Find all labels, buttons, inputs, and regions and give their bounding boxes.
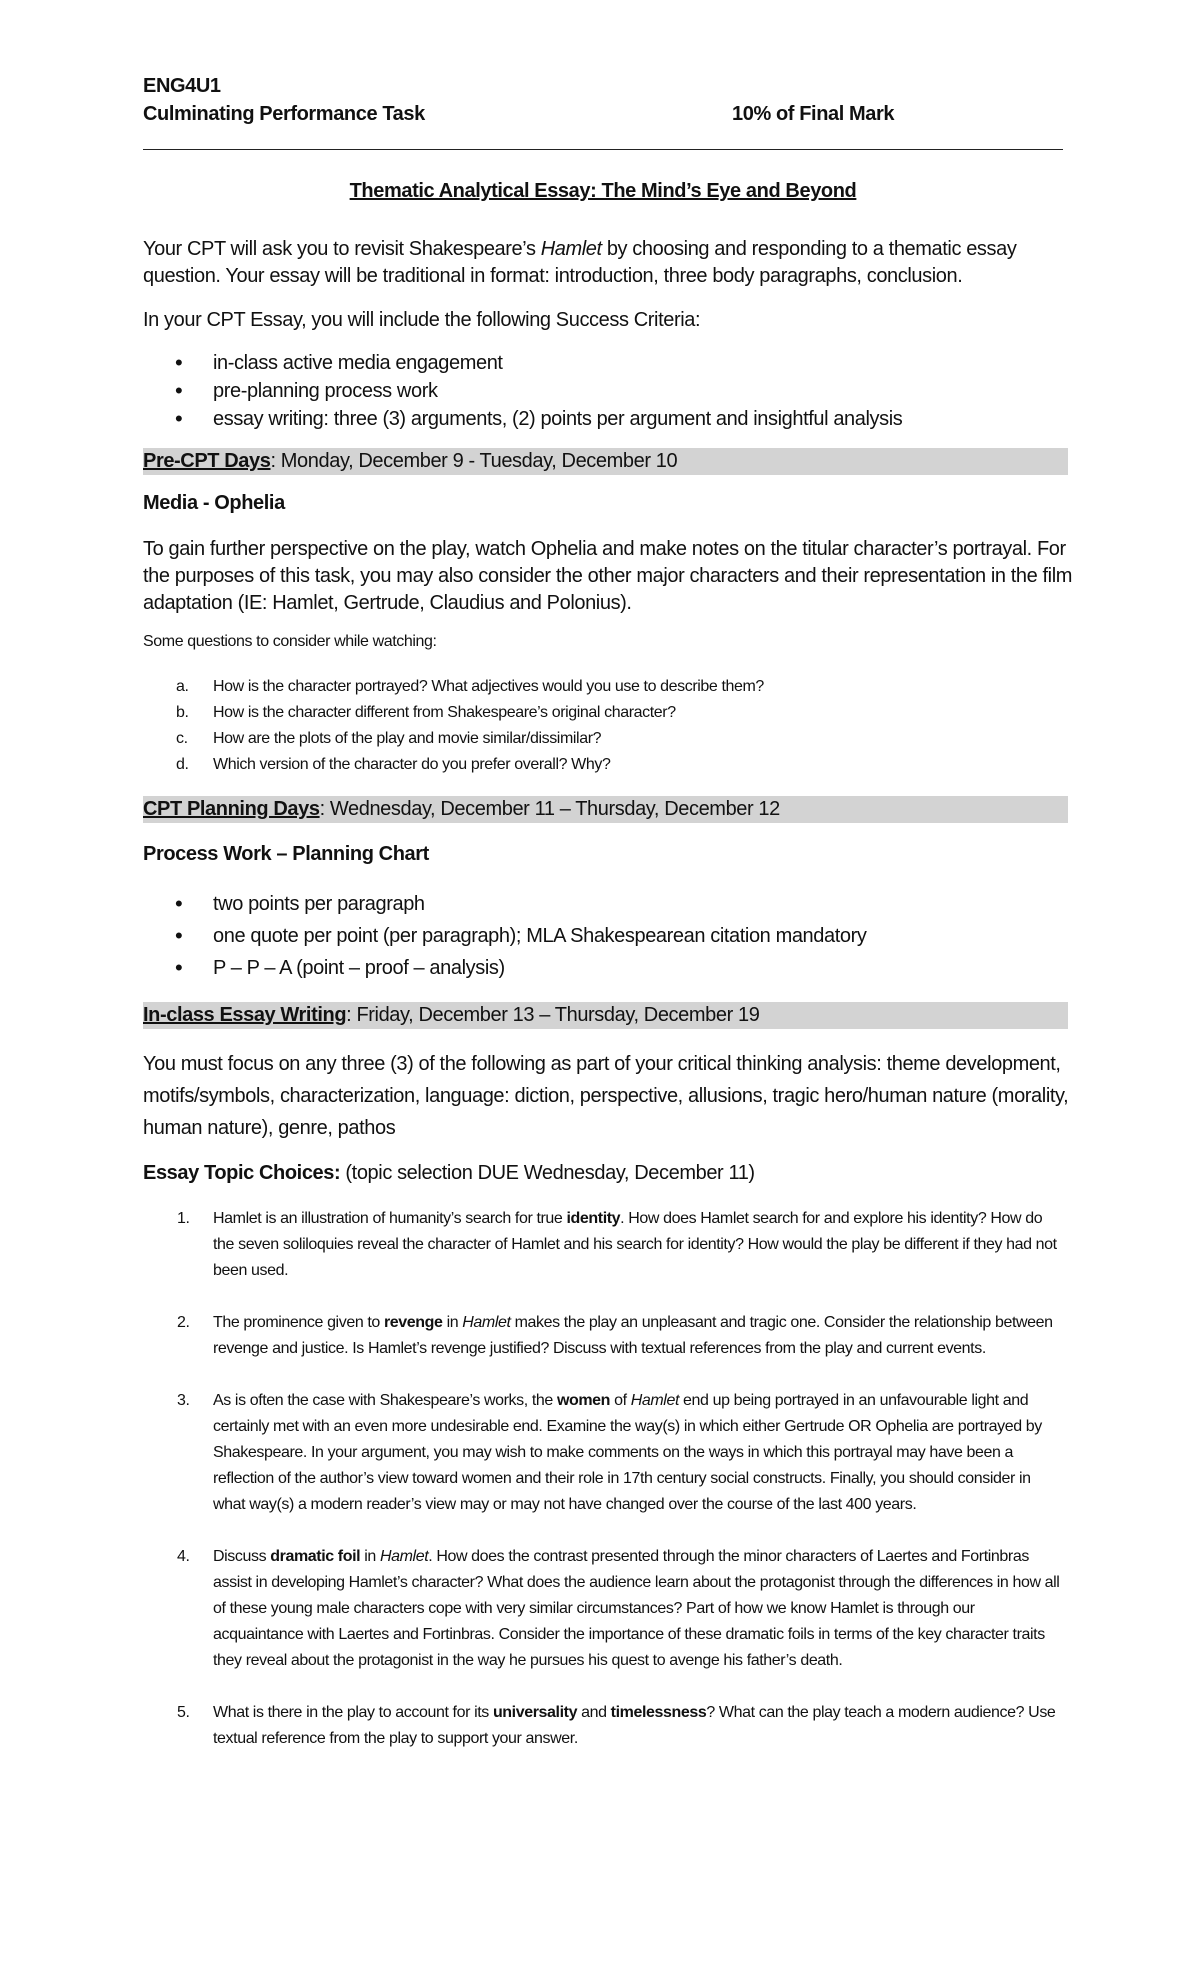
topic-text: identity: [566, 1210, 621, 1227]
essay-topic-item: [143, 1206, 1063, 1284]
question-text: How is the character portrayed? What adjectives would you use to describe them?: [213, 678, 764, 695]
topic-text: in: [360, 1548, 380, 1565]
essay-topic-item: [143, 1310, 1063, 1362]
topic-text: and: [577, 1704, 611, 1721]
question-item: [143, 726, 1063, 752]
question-text: How are the plots of the play and movie similar/dissimilar?: [213, 730, 602, 747]
question-marker: a.: [176, 678, 189, 695]
topic-text: Hamlet: [462, 1314, 511, 1331]
topic-text: women: [556, 1392, 611, 1409]
topic-text: Discuss: [213, 1548, 271, 1565]
question-marker: c.: [176, 730, 188, 747]
task-name: Culminating Performance Task: [143, 103, 425, 125]
essay-topic-item: [143, 1388, 1063, 1518]
pre-cpt-dates: : Monday, December 9 - Tuesday, December 10: [270, 450, 678, 472]
topic-text: What is there in the play to account for its: [213, 1704, 493, 1721]
process-work-heading: Process Work – Planning Chart: [143, 843, 429, 865]
essay-writing-dates: : Friday, December 13 – Thursday, December 19: [346, 1004, 760, 1026]
header-divider: [143, 149, 1063, 150]
planning-days-bar: [143, 796, 1068, 823]
topic-text: Hamlet is an illustration of humanity’s search for true: [213, 1210, 567, 1227]
pre-cpt-days-bar: [143, 448, 1068, 475]
topic-text: As is often the case with Shakespeare’s works, the: [213, 1392, 557, 1409]
essay-title: Thematic Analytical Essay: The Mind’s Eye and Beyond: [349, 180, 857, 202]
topic-text: makes the play an unpleasant and tragic one. Consider the relationship between revenge and justice. Is Hamlet’s revenge justified? Discuss with textual references from the play and current events.: [213, 1314, 1053, 1357]
question-text: Which version of the character do you prefer overall? Why?: [213, 756, 611, 773]
document-header: [143, 72, 1063, 128]
essay-writing-bar: [143, 1002, 1068, 1029]
topic-text: in: [442, 1314, 463, 1331]
topic-text: Hamlet: [630, 1392, 679, 1409]
play-title: Hamlet: [540, 238, 602, 260]
planning-label: CPT Planning Days: [143, 798, 320, 820]
essay-writing-label: In-class Essay Writing: [143, 1004, 347, 1026]
topic-text: of: [610, 1392, 631, 1409]
topic-text: universality: [492, 1704, 578, 1721]
topic-choices-label: Essay Topic Choices:: [143, 1162, 341, 1184]
criteria-item: • pre-planning process work: [143, 377, 902, 405]
topic-number: 5.: [177, 1704, 190, 1721]
planning-item: • one quote per point (per paragraph); MLA Shakespearean citation mandatory: [143, 920, 866, 952]
topic-number: 1.: [177, 1210, 190, 1227]
topic-number: 4.: [177, 1548, 190, 1565]
topic-text: ? What can the play teach a modern audience? Use textual reference from the play to support your answer.: [213, 1704, 1056, 1747]
topic-choices-note: (topic selection DUE Wednesday, December 11): [340, 1162, 755, 1184]
intro-paragraph: [143, 236, 1073, 290]
criteria-item: • in-class active media engagement: [143, 349, 902, 377]
topic-choices-line: [143, 1160, 1073, 1187]
header-row: [143, 100, 1063, 128]
topic-text: timelessness: [610, 1704, 707, 1721]
topic-text: Hamlet: [379, 1548, 429, 1565]
topic-text: dramatic foil: [270, 1548, 361, 1565]
essay-topic-item: [143, 1700, 1063, 1752]
intro-text-end: by choosing and responding to a thematic essay question. Your essay will be traditional in format: introduction, three body paragraphs, conclusion.: [143, 238, 1017, 287]
media-heading: Media - Ophelia: [143, 492, 285, 514]
topic-number: 3.: [177, 1392, 190, 1409]
question-marker: d.: [176, 756, 189, 773]
pre-cpt-label: Pre-CPT Days: [143, 450, 271, 472]
planning-dates: : Wednesday, December 11 – Thursday, December 12: [319, 798, 780, 820]
course-code: ENG4U1: [143, 75, 221, 97]
planning-item: • P – P – A (point – proof – analysis): [143, 952, 866, 984]
success-criteria-list: [143, 349, 902, 433]
topic-text: revenge: [383, 1314, 443, 1331]
planning-list: [143, 888, 866, 984]
media-paragraph: To gain further perspective on the play, watch Ophelia and make notes on the titular character’s portrayal. For the purposes of this task, you may also consider the other major characters and their representation in the film adaptation (IE: Hamlet, Gertrude, Claudius and Polonius).: [143, 538, 1073, 614]
question-item: [143, 752, 1063, 778]
focus-paragraph: You must focus on any three (3) of the following as part of your critical thinking analysis: theme development, motifs/symbols, characterization, language: diction, perspective, allusions, tragic hero/human nature (morality, human nature), genre, pathos: [143, 1053, 1069, 1139]
intro-text-start: Your CPT will ask you to revisit Shakespeare’s: [143, 238, 541, 260]
question-marker: b.: [176, 704, 189, 721]
topic-text: The prominence given to: [213, 1314, 384, 1331]
essay-topics-list: [143, 1206, 1063, 1778]
criteria-intro: In your CPT Essay, you will include the following Success Criteria:: [143, 309, 701, 331]
question-item: [143, 674, 1063, 700]
criteria-item: • essay writing: three (3) arguments, (2) points per argument and insightful analysis: [143, 405, 902, 433]
question-item: [143, 700, 1063, 726]
question-text: How is the character different from Shakespeare’s original character?: [213, 704, 676, 721]
topic-text: . How does the contrast presented through the minor characters of Laertes and Fortinbras assist in developing Hamlet’s character? What does the audience learn about the protagonist through the differences in how all of these young male characters cope with very similar circumstances? Part of how we know Hamlet is through our acquaintance with Laertes and Fortinbras. Consider the importance of these dramatic foils in terms of the key character traits they reveal about the protagonist in the way he pursues his quest to avenge his father’s death.: [213, 1548, 1060, 1669]
essay-topic-item: [143, 1544, 1063, 1674]
questions-intro: Some questions to consider while watching:: [143, 633, 437, 650]
planning-item: • two points per paragraph: [143, 888, 866, 920]
topic-text: . How does Hamlet search for and explore his identity? How do the seven soliloquies reveal the character of Hamlet and his search for identity? How would the play be different if they had not been used.: [213, 1210, 1057, 1279]
viewing-questions-list: [143, 674, 1063, 778]
mark-weight: 10% of Final Mark: [732, 103, 895, 125]
topic-text: end up being portrayed in an unfavourable light and certainly met with an even more undesirable end. Examine the way(s) in which either Gertrude OR Ophelia are portrayed by Shakespeare. In your argument, you may wish to make comments on the ways in which this portrayal may have been a reflection of the author’s view toward women and their role in 17th century social constructs. Finally, you should consider in what way(s) a modern reader’s view may or may not have changed over the course of the last 400 years.: [213, 1392, 1042, 1513]
topic-number: 2.: [177, 1314, 190, 1331]
